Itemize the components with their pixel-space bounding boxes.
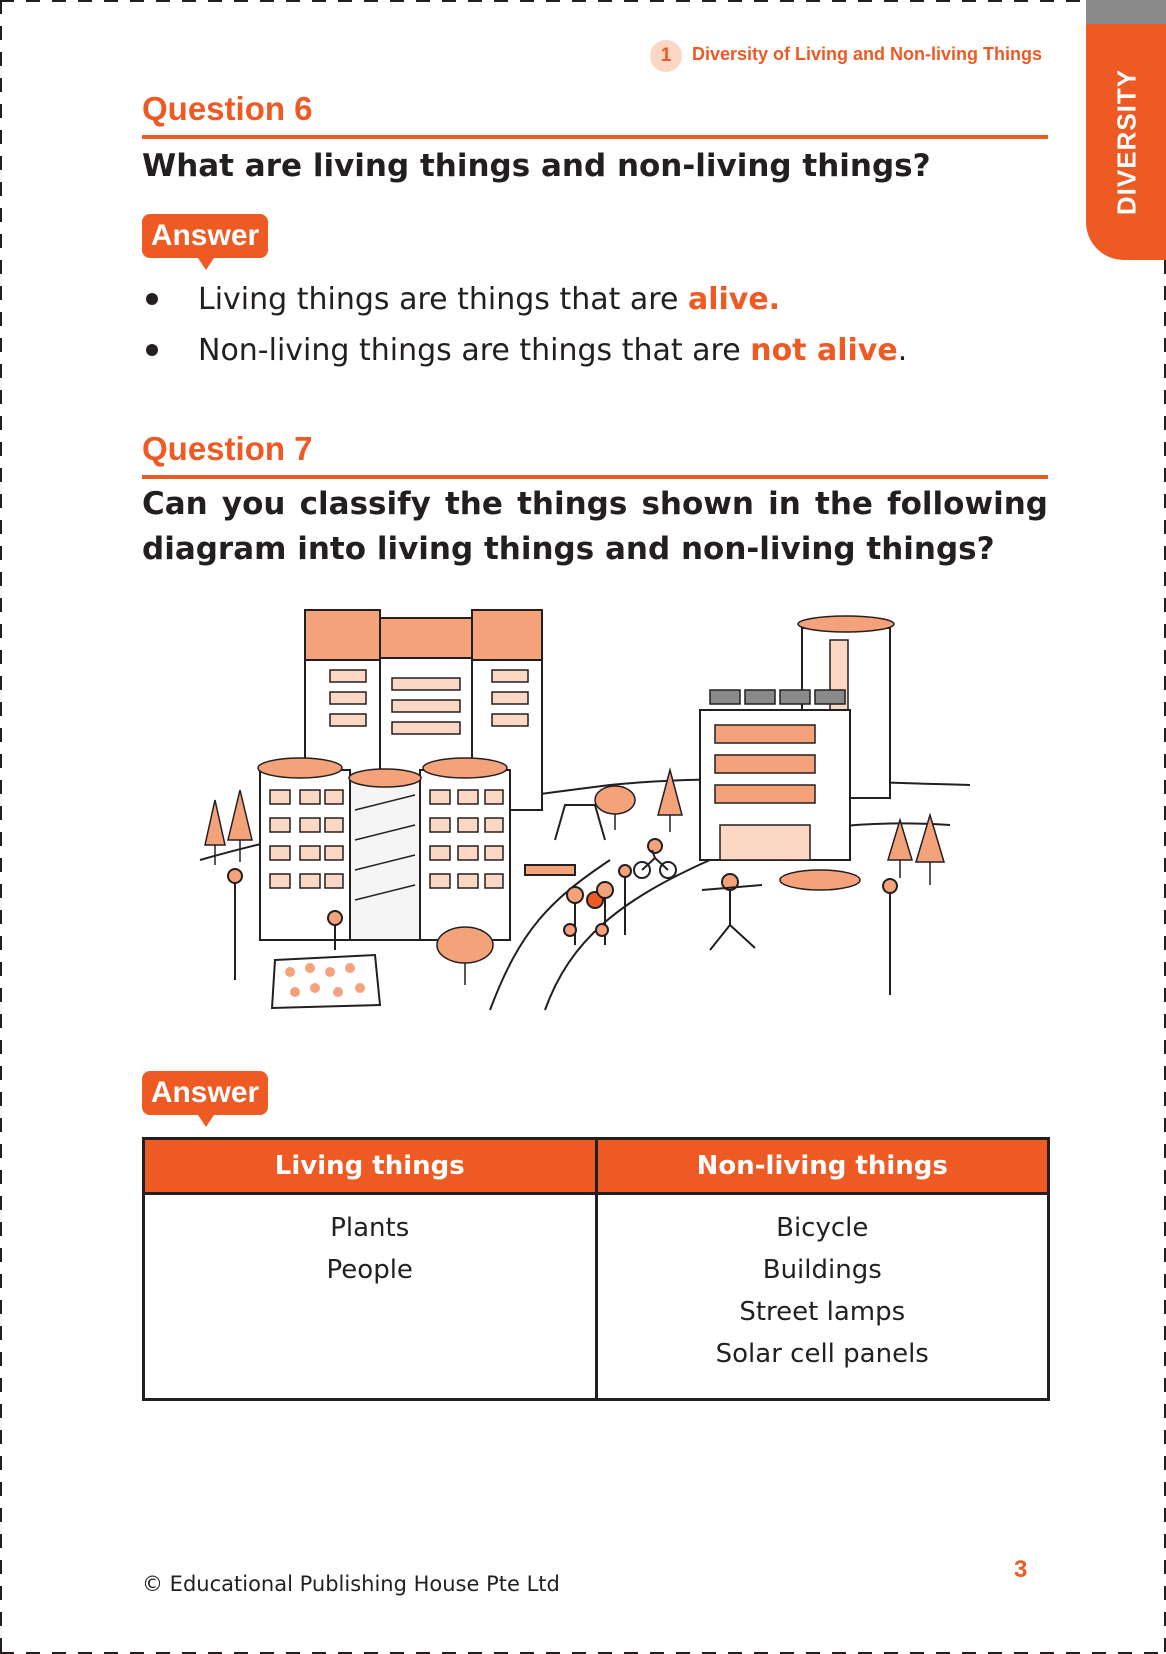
- question-7-title: Question 7: [142, 430, 313, 467]
- copyright-notice: © Educational Publishing House Pte Ltd: [142, 1572, 560, 1596]
- page-number: 3: [1014, 1556, 1028, 1583]
- apartment-block-front: [258, 758, 510, 940]
- page-border-left: [0, 0, 2, 1654]
- list-item: People: [326, 1255, 413, 1285]
- table-row: [144, 1194, 1049, 1400]
- header-non-living-things: Non-living things: [596, 1139, 1049, 1194]
- answer-6-tag: Answer: [142, 214, 268, 258]
- bullet-2-highlight: not alive: [750, 333, 898, 368]
- page-border-top: [0, 0, 1080, 2]
- list-item: Plants: [330, 1213, 410, 1243]
- town-scene-illustration: [190, 600, 990, 1020]
- side-tab-cap: [1086, 0, 1166, 24]
- bullet-2-suffix: .: [897, 333, 908, 368]
- question-7-rule: [142, 475, 1048, 479]
- list-item: Bicycle: [776, 1213, 869, 1243]
- list-item: Street lamps: [739, 1297, 906, 1327]
- bullet-2-text: Non-living things are things that are: [198, 333, 751, 368]
- side-tab-label: DIVERSITY: [1111, 68, 1142, 216]
- list-item: Buildings: [762, 1255, 882, 1285]
- question-6-heading: [142, 92, 1048, 139]
- chapter-number-badge: 1: [650, 40, 682, 72]
- question-7-text: Can you classify the things shown in the following diagram into living things and non-living things?: [142, 486, 1048, 567]
- question-6-rule: [142, 135, 1048, 139]
- flower-bed: [272, 955, 380, 1008]
- bullet-1-text: Living things are things that are: [198, 282, 688, 317]
- living-things-cell: [144, 1194, 597, 1400]
- bullet-1-highlight: alive.: [687, 282, 781, 317]
- solar-panels: [710, 690, 845, 704]
- playground: [525, 805, 605, 875]
- bullet-icon: [146, 344, 158, 356]
- question-7-heading: [142, 432, 1048, 479]
- bullet-icon: [146, 293, 158, 305]
- answer-7-tag: Answer: [142, 1071, 268, 1115]
- header-living-things: Living things: [144, 1139, 597, 1194]
- classification-table: [142, 1137, 1050, 1401]
- chapter-title: Diversity of Living and Non-living Things: [692, 44, 1043, 64]
- question-6-title: Question 6: [142, 90, 313, 127]
- non-living-things-cell: [596, 1194, 1049, 1400]
- list-item: Solar cell panels: [715, 1339, 929, 1369]
- question-6-text: What are living things and non-living things?: [142, 148, 931, 184]
- table-header-row: [144, 1139, 1049, 1194]
- bicycle: [634, 850, 676, 878]
